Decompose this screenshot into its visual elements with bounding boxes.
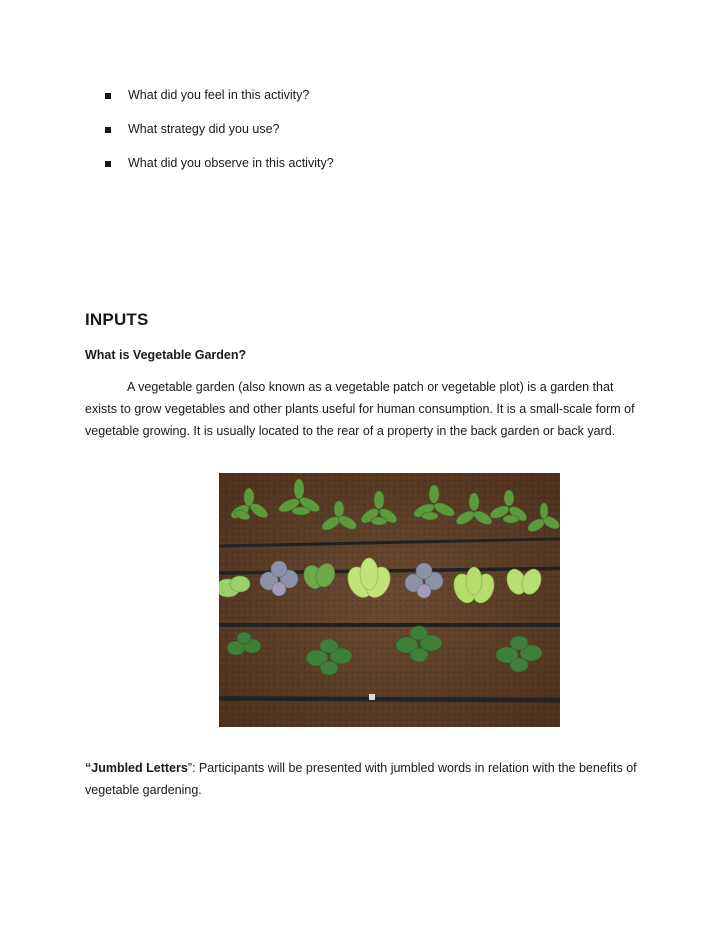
list-item [105,87,334,104]
question-text: What did you feel in this activity? [128,88,310,102]
square-bullet-icon [105,93,111,99]
square-bullet-icon [105,161,111,167]
activity-name [85,761,188,775]
activity-title: Jumbled Letters [91,761,188,775]
list-item [105,121,334,138]
sub-heading: What is Vegetable Garden? [85,348,247,362]
close-quote: ” [187,761,192,775]
question-text: What did you observe in this activity? [128,156,334,170]
question-text: What strategy did you use? [128,122,280,136]
activity-description [85,757,645,801]
square-bullet-icon [105,127,111,133]
open-quote: “ [85,761,92,775]
activity-text: : Participants will be presented with jumbled words in relation with the benefits of vegetable gardening. [85,761,637,797]
definition-paragraph: A vegetable garden (also known as a vegetable patch or vegetable plot) is a garden that exists to grow vegetables and other plants useful for human consumption. It is a small-scale form of vegetable growing. It is usually located to the rear of a property in the back garden or back yard. [85,380,635,438]
reflection-question-list [105,87,334,189]
section-heading: INPUTS [85,310,149,329]
vegetable-garden-photo [219,473,560,727]
list-item [105,155,334,172]
